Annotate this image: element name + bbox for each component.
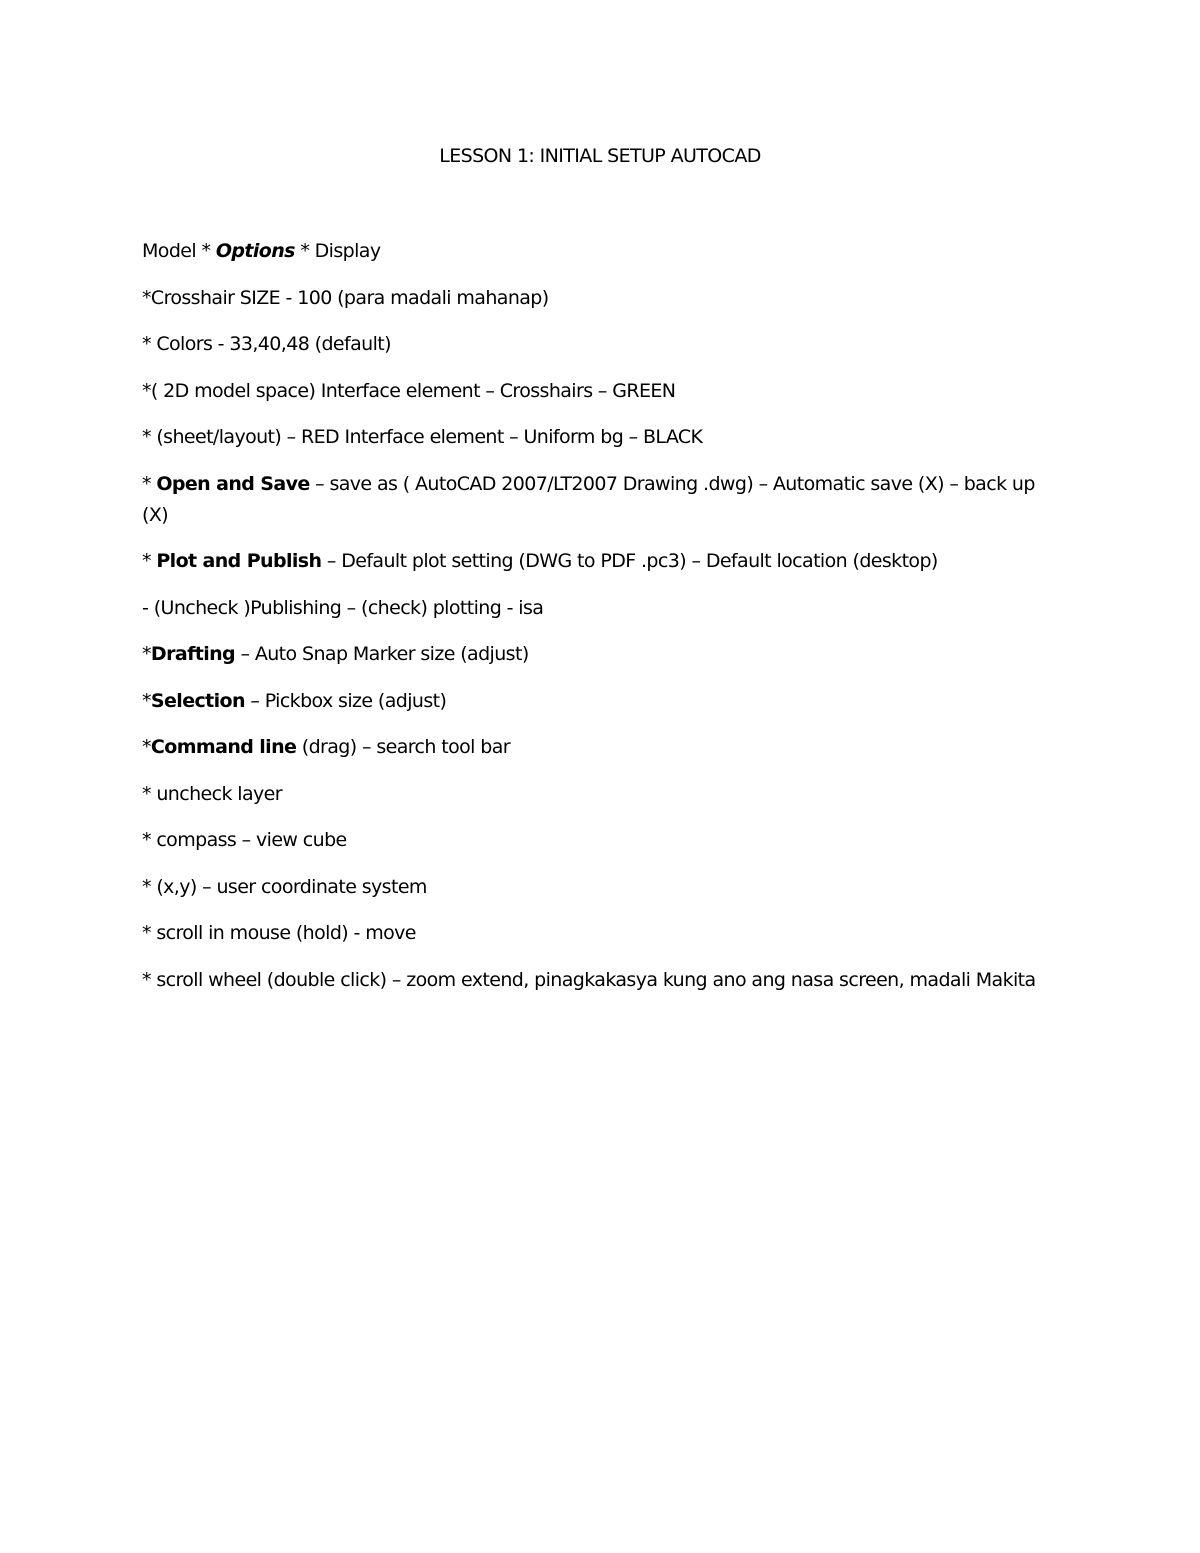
- text-line: [142, 825, 1052, 856]
- text-line: [142, 236, 1052, 267]
- text-line: [142, 872, 1052, 903]
- text-run: *( 2D model space) Interface element – Crosshairs – GREEN: [142, 379, 676, 402]
- text-run: (drag) – search tool bar: [296, 736, 511, 758]
- text-run: – Auto Snap Marker size (adjust): [235, 643, 529, 665]
- text-run: * (sheet/layout) – RED Interface element – Uniform bg – BLACK: [142, 426, 703, 448]
- text-line: [142, 639, 1052, 670]
- emphasized-text: Plot and Publish: [156, 550, 322, 572]
- text-run: * (x,y) – user coordinate system: [142, 875, 427, 898]
- document-title: LESSON 1: INITIAL SETUP AUTOCAD: [439, 145, 761, 167]
- text-line: [142, 779, 1052, 810]
- text-run: * compass – view cube: [142, 829, 347, 851]
- text-run: *: [142, 550, 157, 572]
- text-line: [142, 469, 1052, 531]
- text-line: [142, 686, 1052, 717]
- emphasized-text: Open and Save: [156, 472, 310, 495]
- text-line: [142, 732, 1052, 763]
- text-line: [142, 283, 1052, 314]
- emphasized-text: Options: [215, 240, 295, 262]
- text-run: – Pickbox size (adjust): [244, 689, 447, 712]
- text-line: [142, 329, 1052, 360]
- emphasized-text: Command line: [150, 736, 297, 758]
- text-line: [142, 422, 1052, 453]
- text-run: Model *: [142, 240, 216, 262]
- emphasized-text: Selection: [150, 689, 245, 712]
- text-run: *Crosshair SIZE - 100 (para madali mahanap): [142, 286, 549, 309]
- text-run: – Default plot setting (DWG to PDF .pc3) – Default location (desktop): [321, 550, 938, 572]
- text-run: * uncheck layer: [142, 782, 282, 805]
- text-run: * Colors - 33,40,48 (default): [142, 333, 391, 355]
- text-run: - (Uncheck )Publishing – (check) plotting - isa: [142, 596, 544, 619]
- document-body: [142, 236, 1052, 1011]
- text-run: * Display: [294, 240, 381, 262]
- text-run: *: [142, 472, 157, 495]
- text-run: *: [142, 736, 151, 758]
- text-line: [142, 965, 1052, 996]
- text-run: – save as ( AutoCAD 2007/LT2007 Drawing .dwg) – Automatic save (X) – back up (X): [142, 472, 1035, 526]
- text-run: * scroll wheel (double click) – zoom extend, pinagkakasya kung ano ang nasa screen, madali Makita: [142, 968, 1036, 991]
- text-line: [142, 593, 1052, 624]
- text-line: [142, 546, 1052, 577]
- text-line: [142, 376, 1052, 407]
- text-run: *: [142, 689, 151, 712]
- text-run: * scroll in mouse (hold) - move: [142, 922, 416, 944]
- text-line: [142, 918, 1052, 949]
- emphasized-text: Drafting: [150, 643, 236, 665]
- text-run: *: [142, 643, 151, 665]
